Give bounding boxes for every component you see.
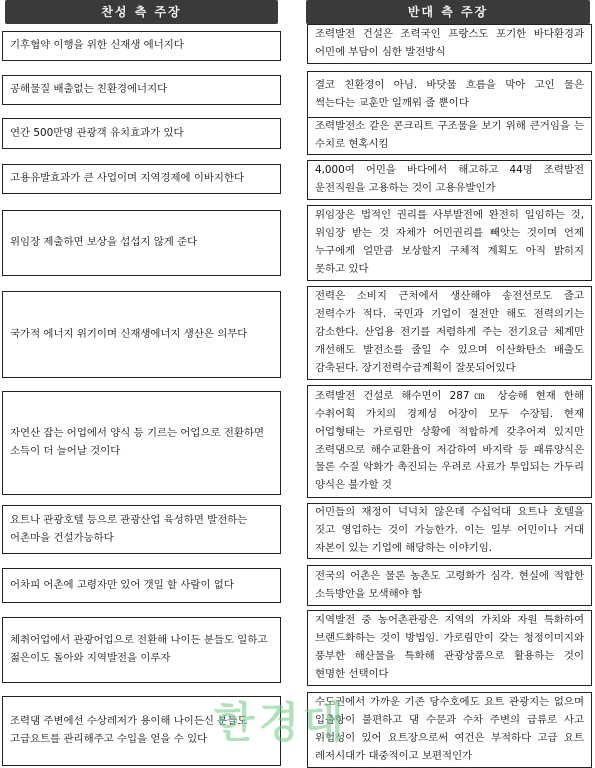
pro-claim-4: 고용유발효과가 큰 사업이며 지역경제에 이바지한다 — [2, 164, 281, 194]
con-claim-7: 조력발전 건설로 해수면이 287㎝ 상승해 현재 한해 수취어획 가치의 경제성 어장이 모두 수장됨. 현재 어업형태는 가로림만 상황에 적합하게 갖추어져 있지만 조력댐으로 해수교환율이 저감하여 바지락 등 패류양식은 물론 수질 악화가 촉진되는 우려로 사료가 투입되는 가두리 양식은 불가할 것 — [307, 385, 592, 498]
watermark: 한경대 — [214, 698, 348, 747]
con-claim-6: 전력은 소비지 근처에서 생산해야 송전선로도 줄고 전력수가 적다. 국민과 기업이 절전만 해도 전력의기는 감소한다. 산업용 전기를 저렴하게 주는 전기요금 체계만 개선해도 발전소를 줄일 수 있으며 이산화탄소 배출도 감축된다. 장기전력수급계획이 잘못되어있다 — [307, 286, 592, 380]
pro-claim-8: 요트나 관광호텔 등으로 관광산업 육성하면 발전하는 어촌마을 건설가능하다 — [2, 505, 281, 554]
pro-claim-2: 공해물질 배출없는 친환경에너지다 — [2, 75, 281, 105]
con-claim-2: 결코 친환경이 아님. 바닷물 흐름을 막아 고인 물은 썩는다는 교훈만 일깨워 줄 뿐이다 — [307, 71, 592, 119]
con-claim-9: 전국의 어촌은 물론 농촌도 고령화가 심각. 현실에 적합한 소득방안을 모색해야 함 — [307, 565, 592, 606]
pro-claim-1: 기후협약 이행을 위한 신재생 에너지다 — [2, 31, 281, 61]
con-claim-4: 4,000여 어민을 바다에서 해고하고 44명 조력발전 운전직원을 고용하는 것이 고용유발인가 — [307, 160, 592, 200]
pro-claim-3: 연간 500만명 관광객 유치효과가 있다 — [2, 118, 281, 149]
pro-claim-11: 조력댐 주변에선 수상레저가 용이해 나이든신 분들도 고급요트를 관리해주고 수입을 얻을 수 있다 — [2, 696, 281, 766]
pro-claim-10: 체취어업에서 관광어업으로 전환해 나이든 분들도 일하고 젊은이도 돌아와 지역발전을 이루자 — [2, 617, 281, 683]
con-claim-3: 조력발전소 같은 콘크리트 구조물을 보기 위해 큰거임을 는 수치로 현혹시킴 — [307, 117, 592, 155]
con-claim-11: 수도권에서 가까운 기존 당수호에도 요트 관광지는 없으며 입출항이 불편하고 댐 수문과 수차 주변의 급류로 사고 위험성이 있어 요트장으로써 여건은 부적하다 고급 요트 레저시대가 대중적이고 보편적인가 — [307, 692, 592, 768]
con-claim-5: 위임장은 법적인 권리를 사부발전에 완전히 일임하는 것, 위임장 받는 것 자체가 어민권리를 빼앗는 것이며 언제 누구에게 얼만큼 보상할지 구체적 계획도 아직 밝히지 못하고 있다 — [307, 205, 592, 281]
pro-claim-6: 국가적 에너지 위기이며 신재생에너지 생산은 의무다 — [2, 291, 281, 378]
pro-claim-5: 위임장 제출하면 보상을 섭섭지 않게 준다 — [2, 210, 281, 276]
pro-claim-9: 어차피 어촌에 고령자만 있어 갯일 할 사람이 없다 — [2, 568, 281, 603]
con-claim-1: 조력발전 건설은 조력국인 프랑스도 포기한 바다환경과 어민에 부담이 심한 발전방식 — [307, 24, 592, 64]
con-header: 반대 측 주장 — [306, 0, 590, 24]
pro-header: 찬성 측 주장 — [5, 0, 278, 24]
pro-claim-7: 자연산 잡는 어업에서 양식 등 기르는 어업으로 전환하면 소득이 더 늘어날 것이다 — [2, 391, 281, 495]
con-claim-8: 어민들의 재정이 넉넉치 않은데 수십억대 요트나 호텔을 짓고 영업하는 것이 가능한가. 이는 일부 어민이나 거대 자본이 있는 기업에 해당하는 이야기임. — [307, 503, 592, 559]
con-claim-10: 지역발전 중 농어촌관광은 지역의 가치와 자원 특화하여 브랜드화하는 것이 방법임. 가로림만이 갖는 청정이미지와 풍부한 해산물을 특화해 관광상품으로 활용하는 것이 현명한 선택이다 — [307, 610, 592, 686]
